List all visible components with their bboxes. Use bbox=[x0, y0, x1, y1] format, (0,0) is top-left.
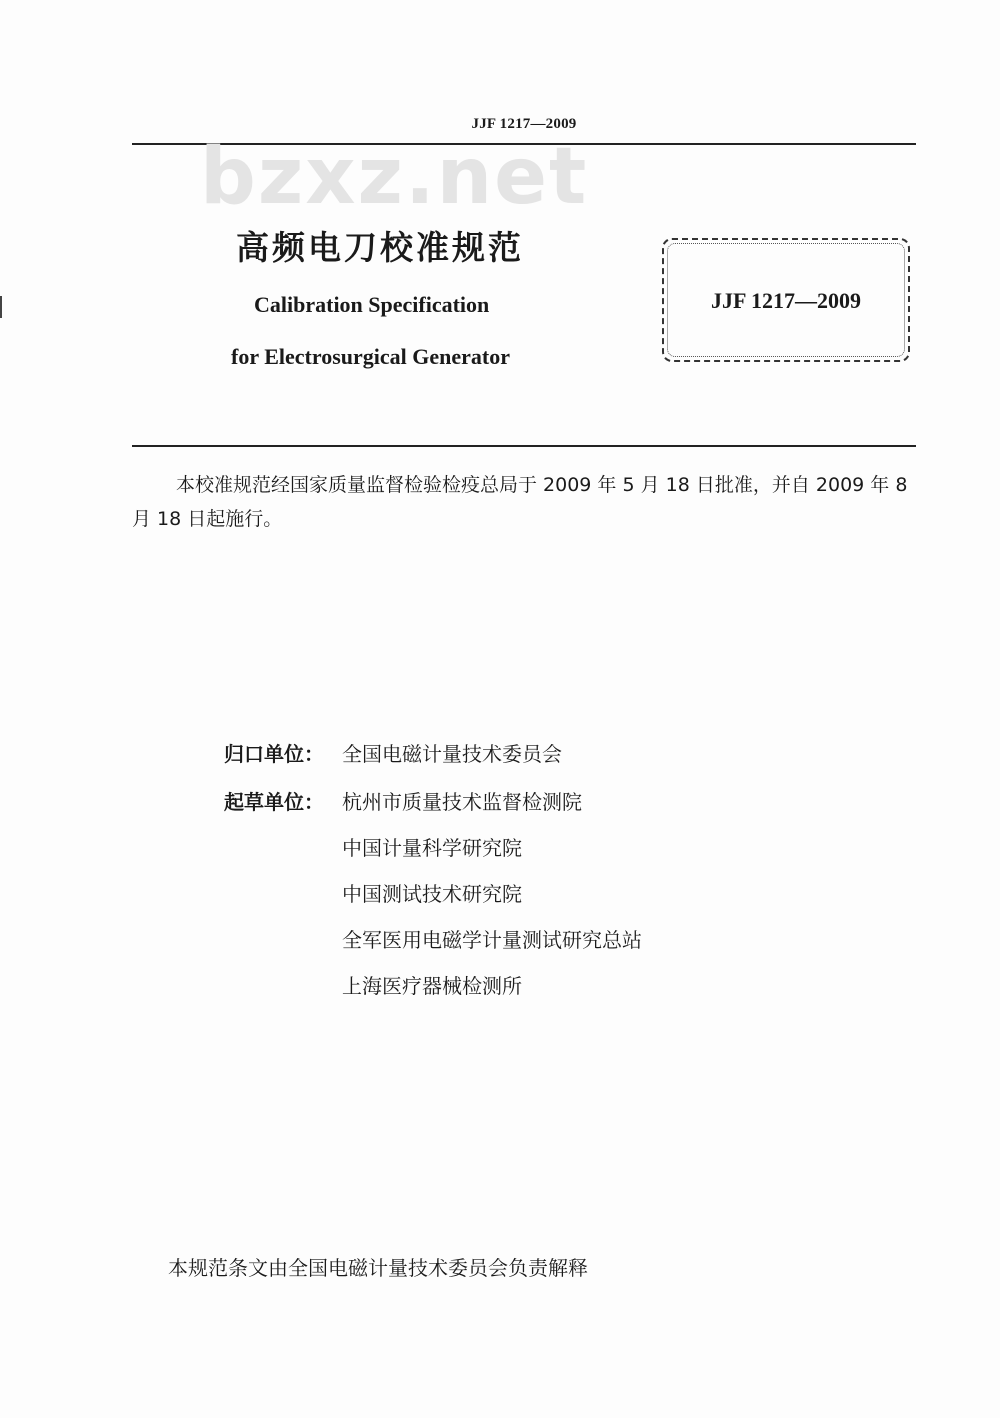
approval-statement: 本校准规范经国家质量监督检验检疫总局于 2009 年 5 月 18 日批准，并自 2009 年 8 月 18 日起施行。 bbox=[132, 474, 908, 530]
drafting-unit-item: 杭州市质量技术监督检测院 bbox=[342, 790, 582, 814]
watermark: bzxz.net bbox=[200, 132, 589, 222]
standard-code-box-text: JJF 1217—2009 bbox=[710, 288, 862, 313]
drafting-unit-item: 中国测试技术研究院 bbox=[342, 882, 522, 906]
responsible-unit-label: 归口单位： bbox=[224, 742, 324, 766]
scan-edge-mark bbox=[0, 296, 2, 318]
drafting-unit-item: 上海医疗器械检测所 bbox=[342, 974, 522, 998]
title-chinese: 高频电刀校准规范 bbox=[236, 228, 524, 267]
responsible-unit: 全国电磁计量技术委员会 bbox=[342, 742, 562, 766]
drafting-unit-label: 起草单位： bbox=[224, 790, 324, 814]
header-standard-code: JJF 1217—2009 bbox=[471, 116, 577, 132]
standard-code-box bbox=[662, 238, 910, 362]
bottom-divider bbox=[132, 445, 916, 447]
interpretation-note: 本规范条文由全国电磁计量技术委员会负责解释 bbox=[168, 1256, 588, 1280]
drafting-unit-item: 中国计量科学研究院 bbox=[342, 836, 522, 860]
responsible-unit-row bbox=[224, 738, 562, 767]
drafting-unit-row bbox=[224, 786, 582, 815]
title-english-line2: for Electrosurgical Generator bbox=[231, 344, 510, 369]
title-english-line1: Calibration Specification bbox=[254, 292, 490, 317]
drafting-unit-item: 全军医用电磁学计量测试研究总站 bbox=[342, 928, 642, 952]
